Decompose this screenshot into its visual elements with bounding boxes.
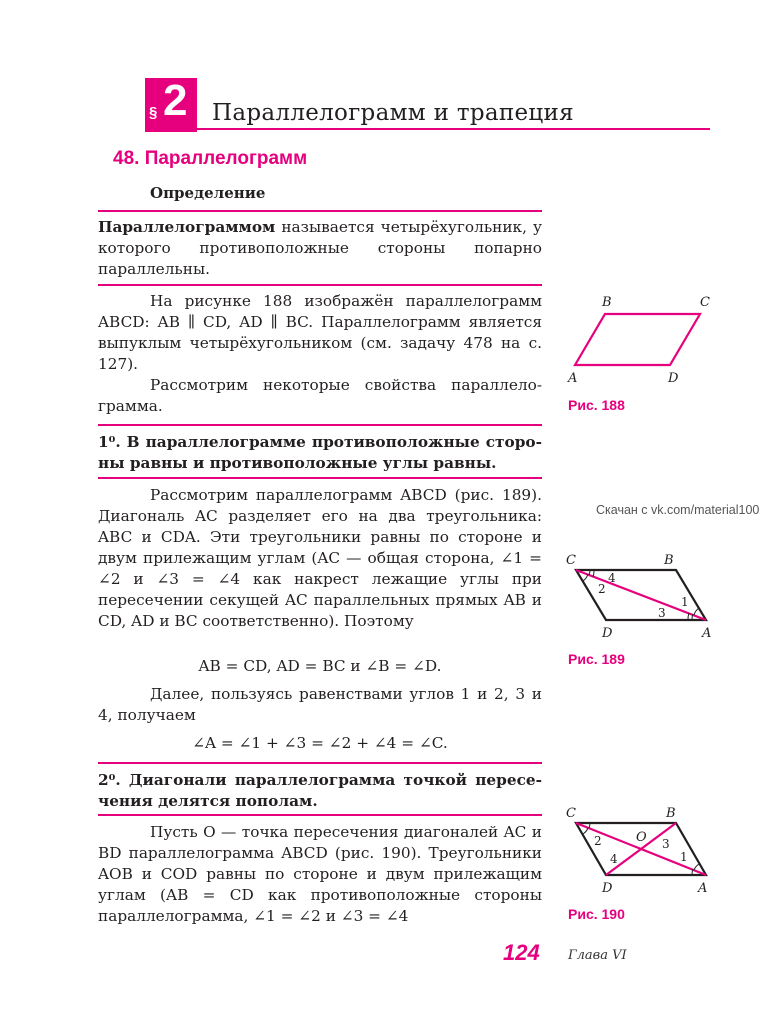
label-d: D	[602, 881, 613, 896]
label-a: A	[702, 626, 712, 641]
figure-190	[560, 803, 730, 898]
formula-2: ∠A = ∠1 + ∠3 = ∠2 + ∠4 = ∠C.	[192, 734, 448, 752]
intro-paragraph-2: Рассмотрим некоторые свойства параллелограмма.	[98, 376, 542, 415]
watermark: Скачан с vk.com/material100	[596, 503, 760, 517]
subsection-title: 48. Параллелограмм	[113, 148, 308, 169]
property1-proof-2	[98, 684, 542, 726]
parallelogram-188	[575, 314, 700, 365]
angle-arc	[583, 828, 588, 834]
label-c: C	[566, 553, 576, 568]
angle-3-label: 3	[658, 606, 666, 620]
page-number: 124	[503, 940, 540, 965]
definition-block	[98, 217, 542, 280]
figure-188-caption: Рис. 188	[568, 397, 625, 413]
angle-2-label: 2	[594, 834, 602, 848]
property1-statement: 1⁰. В параллелограмме противоположные стороны равны и противоположные углы равны.	[98, 433, 542, 472]
angle-2-label: 2	[598, 582, 606, 596]
angle-1-label: 1	[680, 850, 688, 864]
property1-proof	[98, 485, 542, 632]
section-badge	[145, 78, 197, 132]
label-b: B	[666, 806, 676, 821]
figure-189-caption: Рис. 189	[568, 651, 625, 667]
intro-block	[98, 291, 542, 417]
property2-bottom-rule	[98, 814, 542, 816]
property2-proof-text: Пусть O — точка пересечения диагоналей AC и BD параллелограмма ABCD (рис. 190). Треугольники AOB и COD равны по стороне и двум прилежащим углам (AB = CD как противоположные стороны параллелограмма, ∠1 = ∠2 и ∠3 = ∠4	[98, 823, 542, 925]
definition-heading: Определение	[150, 184, 266, 202]
angle-3-label: 3	[662, 837, 670, 851]
property1-top-rule	[98, 424, 542, 426]
angle-arc	[694, 608, 699, 615]
angle-4-label: 4	[608, 571, 616, 585]
section-symbol: §	[149, 104, 158, 121]
property1-bottom-rule	[98, 477, 542, 479]
definition-text: называется четырёхугольник, у которого противоположные стороны попарно параллельны.	[98, 218, 542, 278]
definition-bottom-rule	[98, 284, 542, 286]
figure-188	[560, 290, 730, 390]
angle-arc	[694, 864, 699, 870]
figure-189	[560, 548, 730, 643]
definition-term: Параллелограммом	[98, 218, 276, 236]
definition-top-rule	[98, 210, 542, 212]
chapter-footer: Глава VI	[568, 948, 627, 963]
label-b: B	[664, 553, 674, 568]
angle-arc	[583, 574, 588, 581]
intro-paragraph-1: На рисунке 188 изображён параллелограмм ABCD: AB ∥ CD, AD ∥ BC. Параллелограмм является выпуклым четырёхугольником (см. задачу 478 на с. 127).	[98, 292, 542, 373]
label-a: A	[568, 371, 578, 386]
chapter-title: Параллелограмм и трапеция	[212, 100, 574, 126]
figure-190-caption: Рис. 190	[568, 906, 625, 922]
angle-4-label: 4	[610, 852, 618, 866]
angle-1-label: 1	[681, 595, 689, 609]
property2-top-rule	[98, 762, 542, 764]
label-o: O	[636, 830, 647, 845]
label-a: A	[698, 881, 708, 896]
property1-proof2-text: Далее, пользуясь равенствами углов 1 и 2, 3 и 4, получаем	[98, 685, 542, 724]
property2-statement: 2⁰. Диагонали параллелограмма точкой пересечения делятся пополам.	[98, 771, 542, 810]
label-d: D	[602, 626, 613, 641]
label-c: C	[566, 806, 576, 821]
label-b: B	[602, 295, 612, 310]
label-c: C	[700, 295, 710, 310]
formula-1: AB = CD, AD = BC и ∠B = ∠D.	[198, 657, 442, 675]
property1-proof-text: Рассмотрим параллелограмм ABCD (рис. 189). Диагональ AC разделяет его на два треугольника: ABC и CDA. Эти треугольники равны по стороне и двум прилежащим углам (AC — общая сторона, ∠1 = ∠2 и ∠3 = ∠4 как накрест лежащие углы при пересечении секущей AC параллельных прямых AB и CD, AD и BC соответственно). Поэтому	[98, 486, 542, 630]
section-number: 2	[163, 76, 188, 125]
label-d: D	[668, 371, 679, 386]
chapter-rule	[145, 128, 710, 130]
property2-proof	[98, 822, 542, 927]
